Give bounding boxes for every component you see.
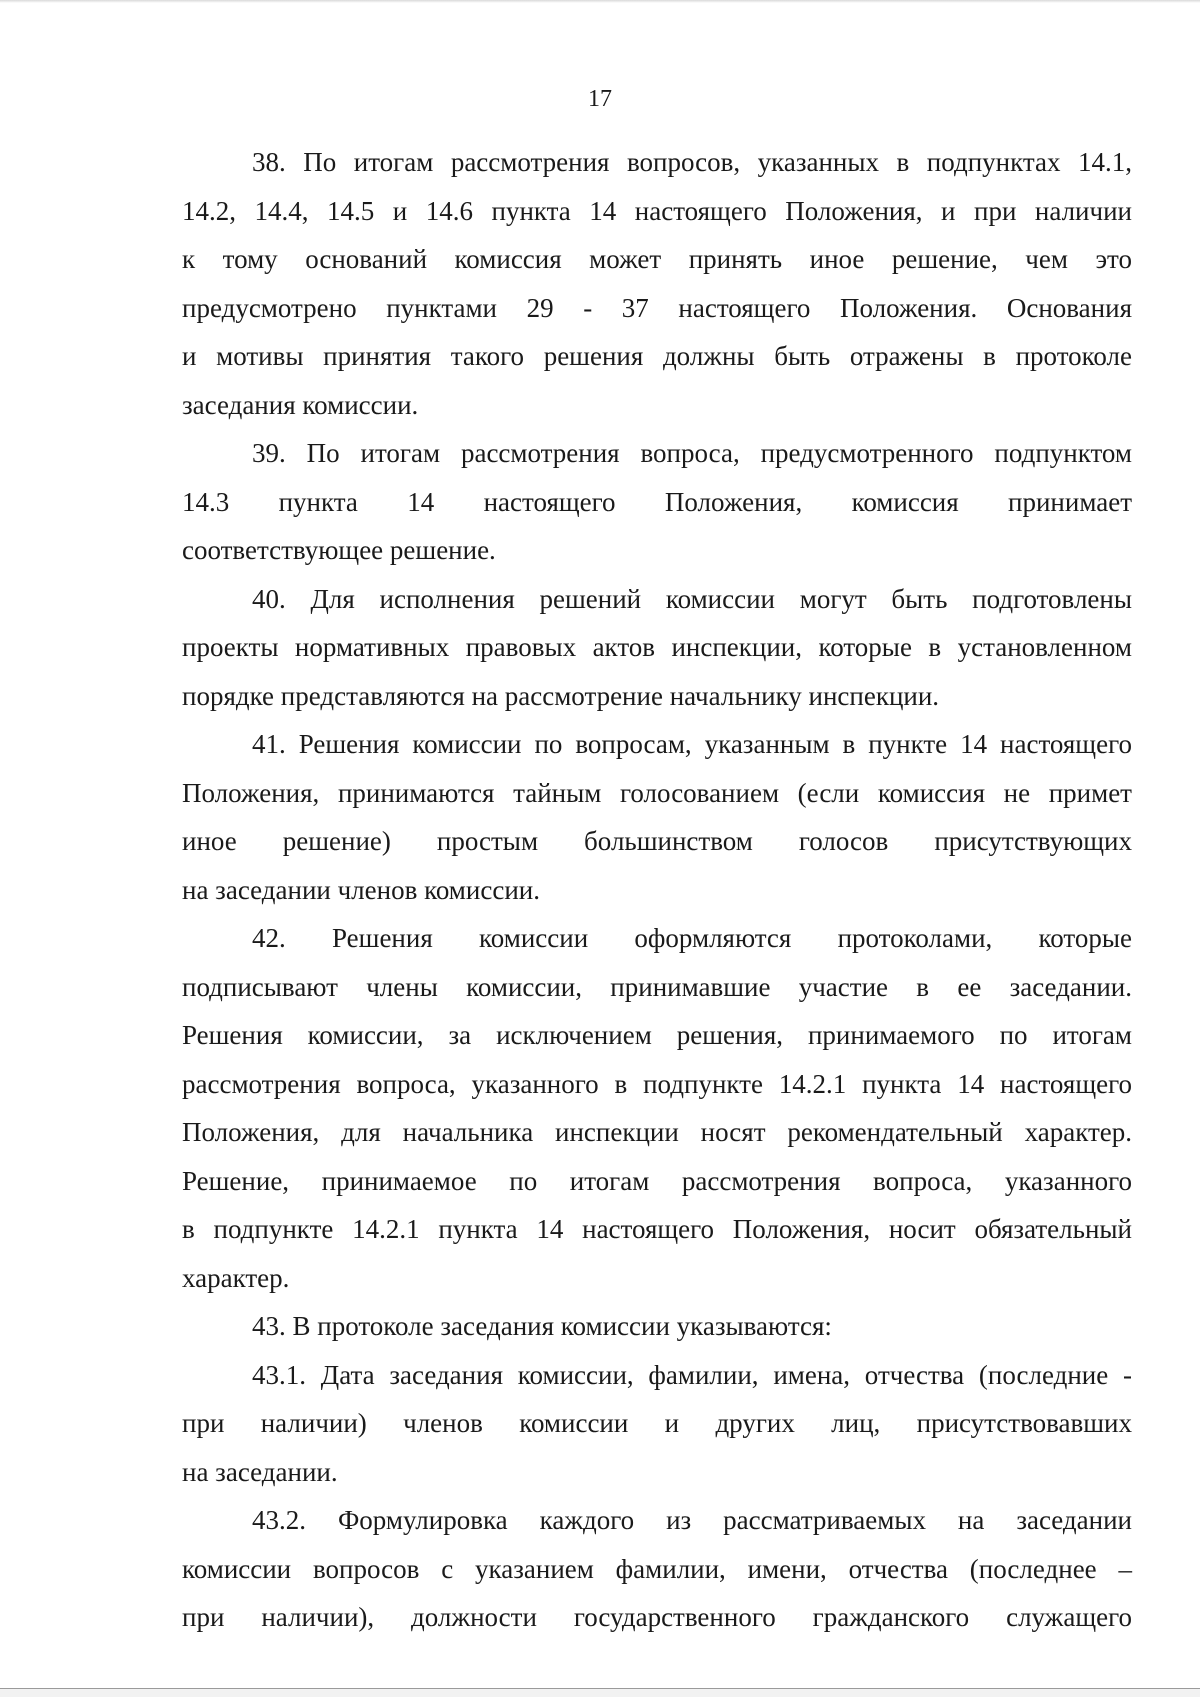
- text-line: 43.2. Формулировка каждого из рассматриваемых на заседании: [252, 1505, 1132, 1535]
- text-line: и мотивы принятия такого решения должны быть отражены в протоколе: [182, 341, 1132, 371]
- text-line: Решение, принимаемое по итогам рассмотрения вопроса, указанного: [182, 1165, 1132, 1196]
- paragraph-39: [182, 429, 1132, 575]
- paragraph-43-1: [182, 1351, 1132, 1497]
- text-line: 38. По итогам рассмотрения вопросов, указанных в подпунктах 14.1,: [252, 147, 1132, 177]
- document-body: [182, 138, 1132, 1642]
- paragraph-41: [182, 720, 1132, 914]
- text-line: на заседании.: [182, 1456, 338, 1487]
- scan-top-edge: [0, 0, 1200, 3]
- text-line: Положения, принимаются тайным голосованием (если комиссия не примет: [182, 777, 1132, 808]
- text-line: комиссии вопросов с указанием фамилии, имени, отчества (последнее –: [182, 1553, 1132, 1584]
- text-line: порядке представляются на рассмотрение начальнику инспекции.: [182, 680, 940, 711]
- text-line: 41. Решения комиссии по вопросам, указанным в пункте 14 настоящего: [252, 729, 1132, 759]
- page-number: 17: [588, 86, 612, 112]
- text-line: заседания комиссии.: [182, 389, 419, 420]
- paragraph-43: [182, 1302, 1132, 1351]
- text-line: к тому оснований комиссия может принять иное решение, чем это: [182, 244, 1132, 274]
- text-line: при наличии), должности государственного гражданского служащего: [182, 1602, 1132, 1632]
- text-line: 40. Для исполнения решений комиссии могут быть подготовлены: [252, 583, 1132, 614]
- paragraph-42: [182, 914, 1132, 1302]
- text-line: 39. По итогам рассмотрения вопроса, предусмотренного подпунктом: [252, 438, 1132, 468]
- text-line: 14.3 пункта 14 настоящего Положения, комиссия принимает: [182, 486, 1132, 517]
- paragraph-43-2: [182, 1496, 1132, 1642]
- text-line: подписывают члены комиссии, принимавшие участие в ее заседании.: [182, 971, 1132, 1002]
- text-line: на заседании членов комиссии.: [182, 874, 540, 905]
- text-line: 43.1. Дата заседания комиссии, фамилии, имена, отчества (последние -: [252, 1359, 1132, 1390]
- text-line: 43. В протоколе заседания комиссии указываются:: [252, 1311, 832, 1341]
- paragraph-40: [182, 575, 1132, 721]
- text-line: Положения, для начальника инспекции носят рекомендательный характер.: [182, 1117, 1132, 1147]
- text-line: в подпункте 14.2.1 пункта 14 настоящего Положения, носит обязательный: [182, 1214, 1132, 1244]
- text-line: 42. Решения комиссии оформляются протоколами, которые: [252, 923, 1132, 953]
- text-line: иное решение) простым большинством голосов присутствующих: [182, 826, 1132, 856]
- text-line: при наличии) членов комиссии и других лиц, присутствовавших: [182, 1408, 1132, 1438]
- text-line: характер.: [182, 1262, 290, 1293]
- text-line: соответствующее решение.: [182, 535, 496, 565]
- text-line: 14.2, 14.4, 14.5 и 14.6 пункта 14 настоящего Положения, и при наличии: [182, 195, 1132, 226]
- text-line: проекты нормативных правовых актов инспекции, которые в установленном: [182, 632, 1132, 662]
- paragraph-38: [182, 138, 1132, 429]
- text-line: Решения комиссии, за исключением решения, принимаемого по итогам: [182, 1020, 1132, 1050]
- text-line: предусмотрено пунктами 29 - 37 настоящего Положения. Основания: [182, 292, 1132, 323]
- text-line: рассмотрения вопроса, указанного в подпункте 14.2.1 пункта 14 настоящего: [182, 1068, 1132, 1099]
